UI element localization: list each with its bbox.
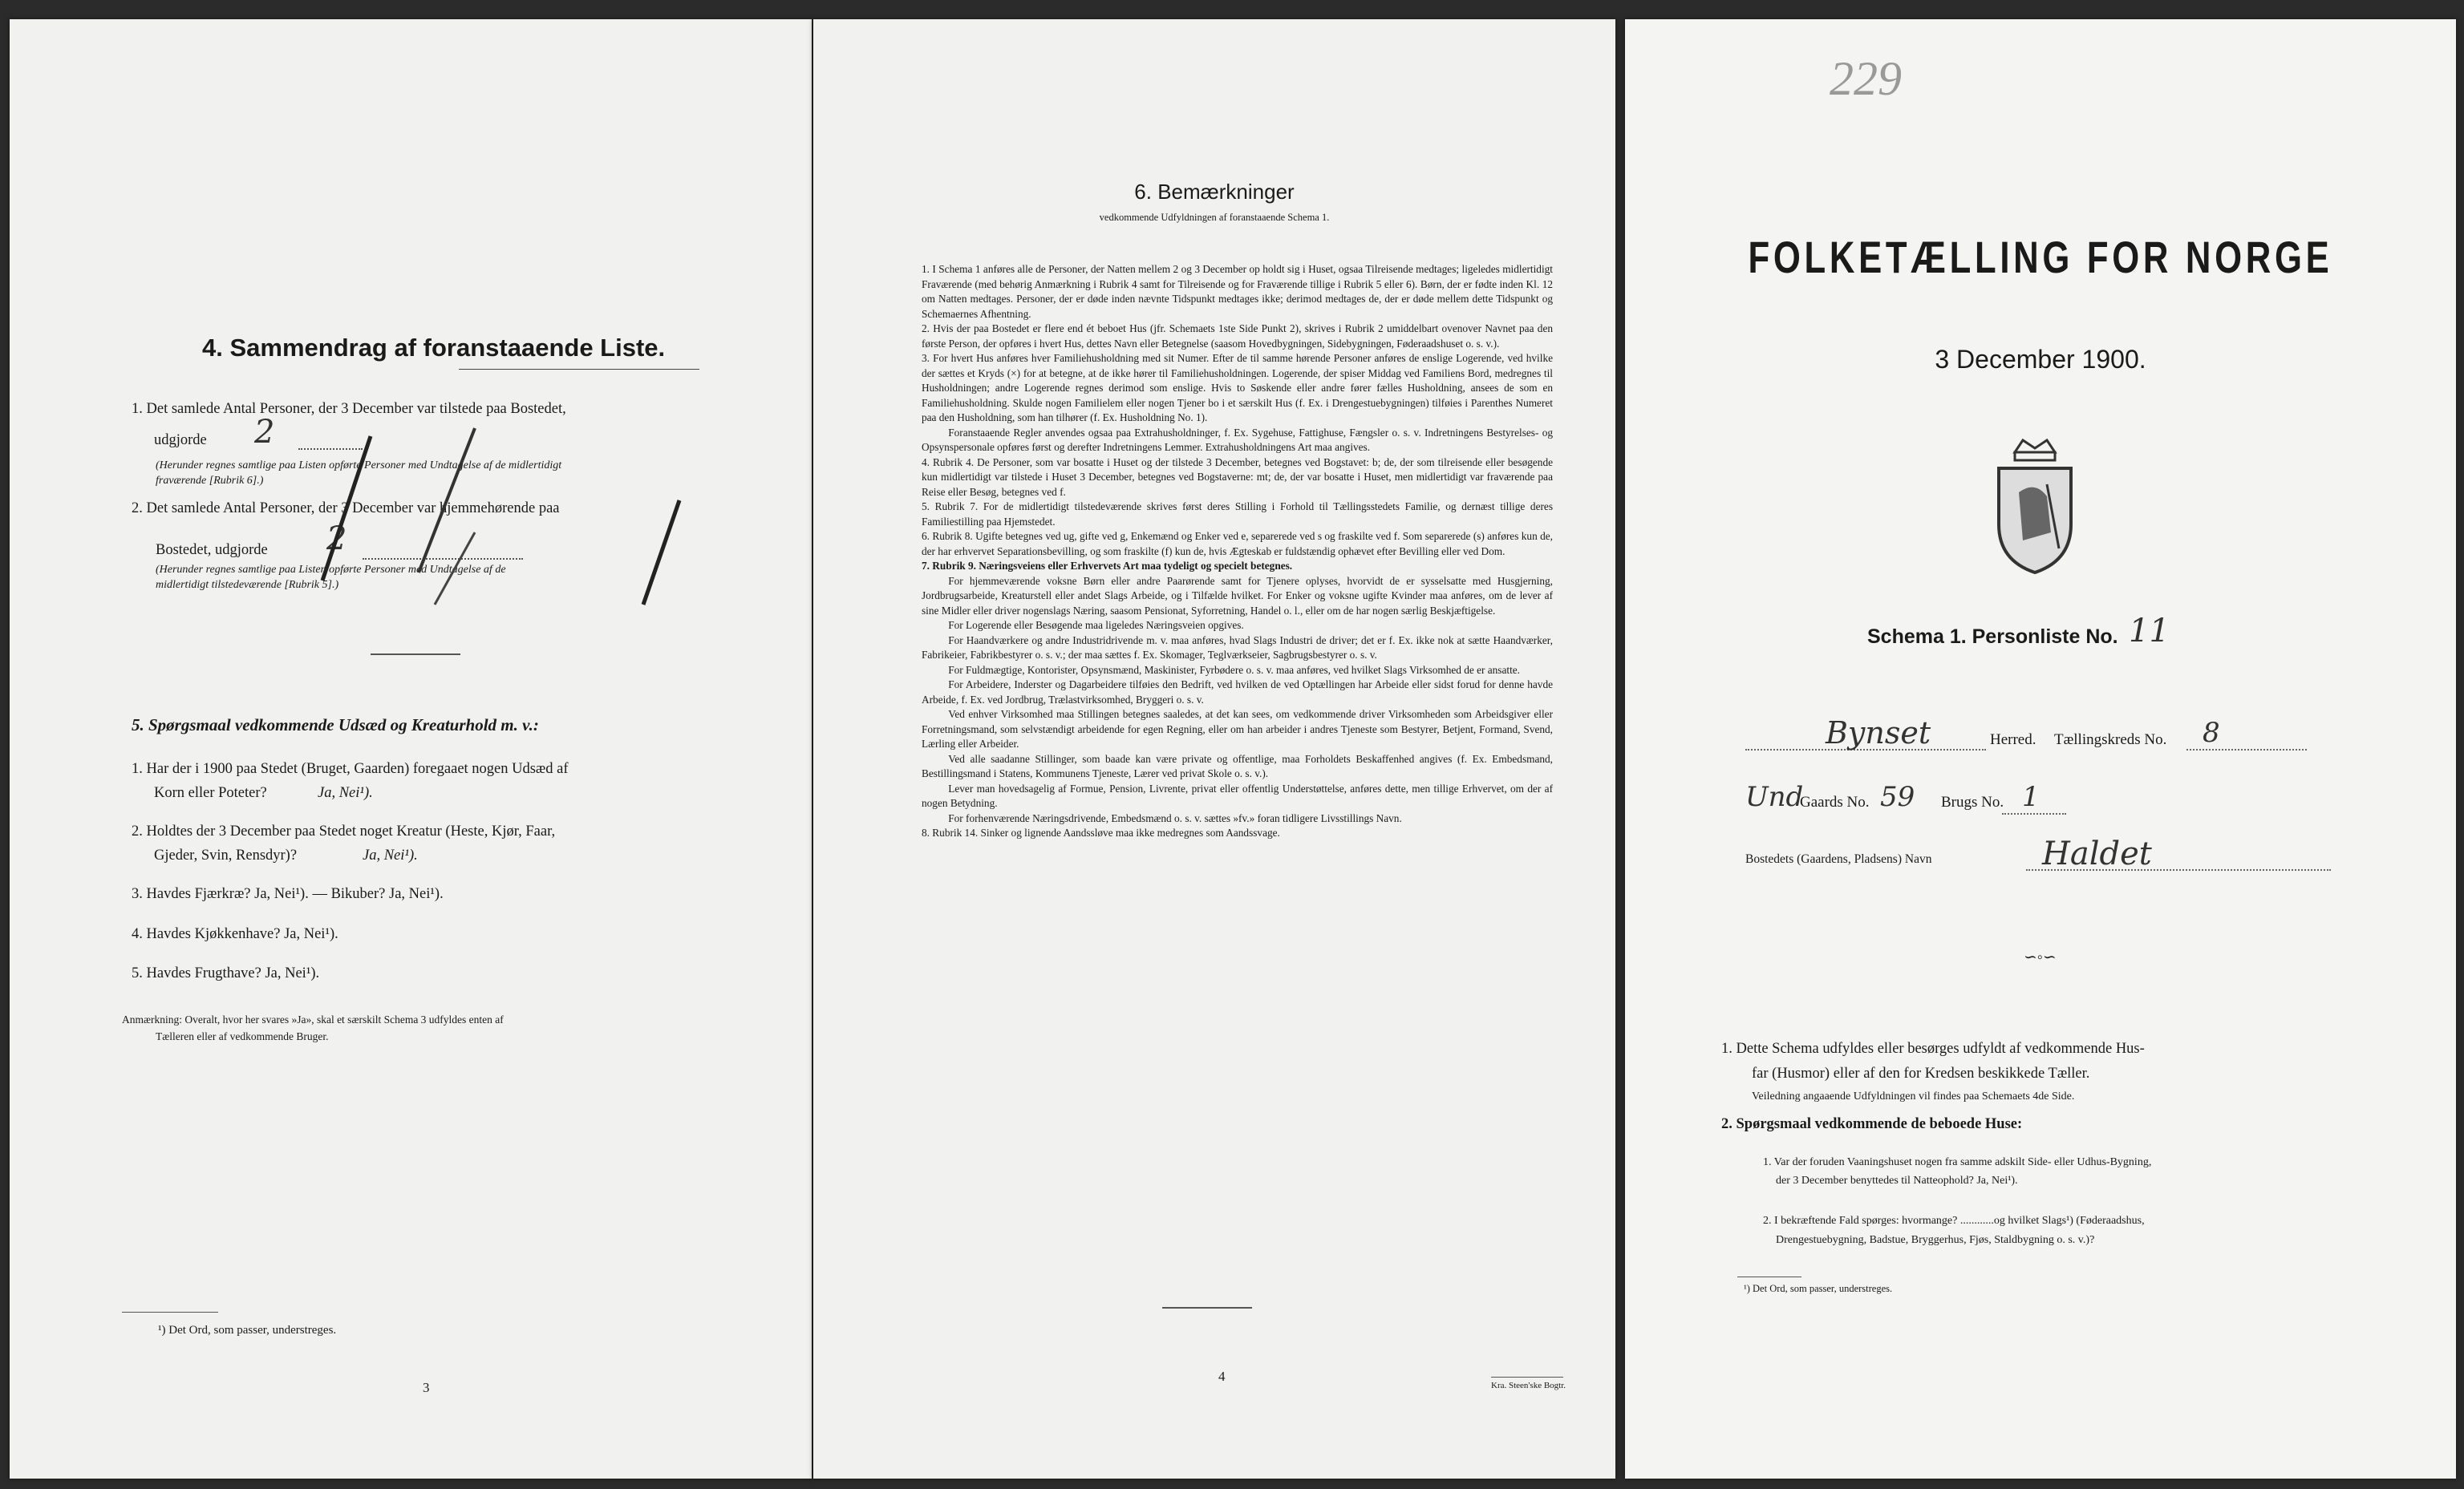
remark-7f: Ved enhver Virksomhed maa Stillingen betegnes saaledes, at det kan sees, om vedkommende driver Virksomheden som Arbeidsgiver eller Forretningsmand, som selvstændigt arbeidende for egen Regning, eller om han arbeider i andres Tjeneste som Bestyrer, Betjent, Formand, Svend, Lærling eller Arbeider.: [922, 708, 1553, 750]
page-left: [10, 19, 812, 1479]
s5-q3: 3. Havdes Fjærkræ? Ja, Nei¹). — Bikuber? Ja, Nei¹).: [132, 886, 444, 902]
page-number: 3: [423, 1380, 430, 1395]
printer-rule: [1491, 1377, 1563, 1378]
s5-q2b: Gjeder, Svin, Rensdyr)?: [154, 848, 298, 864]
instruction-2-2b: Drengestuebygning, Badstue, Bryggerhus, Fjøs, Staldbygning o. s. v.)?: [1776, 1234, 2095, 1246]
remark-3: 3. For hvert Hus anføres hver Familiehusholdning med sit Numer. Efter de til samme hørende Personer anføres de enslige Logerende, ved hvilke der sættes et Kryds (×) for at betegne, at de ikke hører til Familiehusholdningen. Logerende, der spiser Middag ved Familiens Bord, medregnes til Husholdningen; andre Logerende regnes derimod som enslige. Hvis to Søskende eller andre fører fælles Husholdning, ansees de som en Familiehusholdning. Skulde nogen Familielem eller nogen Tjener bo i et særskilt Hus (f. Ex. i Drengestuebygningen) tilføies i Parenthes Numeret paa den Husholdning, som han tilhører (f. Ex. Husholdning No. 1).: [922, 352, 1553, 423]
gaards-label: Gaards No.: [1800, 794, 1870, 811]
instruction-2: 2. Spørgsmaal vedkommende de beboede Huse:: [1721, 1116, 2023, 1132]
s5-q1c: Ja, Nei¹).: [318, 785, 373, 801]
footnote-rule: [122, 1312, 218, 1313]
census-date: 3 December 1900.: [1935, 345, 2146, 374]
title-underline: [459, 369, 699, 370]
q2-note2: midlertidigt tilstedeværende [Rubrik 5].): [156, 579, 339, 591]
remark-7d: For Fuldmægtige, Kontorister, Opsynsmænd, Maskinister, Fyrbødere o. s. v. maa anføres, ved hvilket Slags Virksomhed de er ansatte.: [948, 663, 1520, 676]
remark-7i: For forhenværende Næringsdrivende, Embedsmænd o. s. v. sættes »fv.» foran tidligere Livsstillings Navn.: [948, 811, 1402, 824]
q2-line2: Bostedet, udgjorde: [156, 542, 268, 558]
bosted-label: Bostedets (Gaardens, Pladsens) Navn: [1745, 852, 1932, 866]
q2-handwritten: 2: [326, 520, 347, 557]
remark-5: 5. Rubrik 7. For de midlertidigt tilstedeværende skrives først deres Stilling i Forhold til Tællingsstedets Familie, og dernæst tillige deres Familiestilling paa Hjemstedet.: [922, 500, 1553, 528]
coat-of-arms-icon: [1991, 436, 2079, 577]
krets-number-handwritten: 8: [2203, 717, 2220, 749]
remark-7b: For Logerende eller Besøgende maa ligeledes Næringsveien opgives.: [948, 619, 1244, 631]
s5-q2a: 2. Holdtes der 3 December paa Stedet noget Kreatur (Heste, Kjør, Faar,: [132, 823, 556, 840]
remarks-subtitle: vedkommende Udfyldningen af foranstaaende Schema 1.: [1099, 212, 1330, 223]
divider: [1162, 1307, 1252, 1309]
handwritten-strokes: [314, 412, 732, 621]
q1-handwritten: 2: [254, 414, 275, 451]
q1-line2: udgjorde: [154, 432, 207, 448]
remarks-body: [922, 262, 1553, 841]
brugs-dots: [2002, 813, 2066, 815]
gaards-number-handwritten: 59: [1880, 781, 1915, 813]
census-title: FOLKETÆLLING FOR NORGE: [1748, 232, 2333, 282]
remarks-title: 6. Bemærkninger: [1134, 180, 1295, 204]
s5-q1a: 1. Har der i 1900 paa Stedet (Bruget, Gaarden) foregaaet nogen Udsæd af: [132, 761, 569, 777]
instruction-2-1a: 1. Var der foruden Vaaningshuset nogen fra samme adskilt Side- eller Udhus-Bygning,: [1763, 1156, 2152, 1168]
brugs-number-handwritten: 1: [2022, 781, 2040, 813]
divider: [371, 653, 460, 655]
remark-7c: For Haandværkere og andre Industridrivende m. v. maa anføres, hvad Slags Industri de driver; det er f. Ex. ikke nok at sætte Haandværker, Fabrikeier, Fabrikbestyrer o. s. v.; der maa sættes f. Ex. Skomager, Teglværkseier, Sagbrugsbestyrer o. s. v.: [922, 633, 1553, 661]
remark-8: 8. Rubrik 14. Sinker og lignende Aandssløve maa ikke medregnes som Aandssvage.: [922, 827, 1280, 839]
remark-7a: For hjemmeværende voksne Børn eller andre Paarørende samt for Tjenere oplyses, hvorvidt de er sysselsatte med Husgjerning, Jordbrugsarbeide, Kreaturstell eller andet Slags Arbeide, og i Tilfælde hvilket. For Enker og voksne ugifte Kvinder maa anføres, om de lever af sine Midler eller driver nogenslags Næring, saasom Pensionat, Syforretning, Handel o. l., eller om de har nogen særlig Beskjæftigelse.: [922, 574, 1553, 617]
bosted-handwritten: Haldet: [2042, 836, 2152, 872]
herred-handwritten: Bynset: [1826, 715, 1931, 751]
ornament: ∽◦∽: [2024, 949, 2057, 966]
remark-7e: For Arbeidere, Inderster og Dagarbeidere tilføies den Bedrift, ved hvilken de ved Optællingen har Arbeide eller sidst forud for denne havde Arbeide, f. Ex. ved Jordbrug, Trælastvirksomhed, Bryggeri o. s. v.: [922, 678, 1553, 706]
printer-name: Kra. Steen'ske Bogtr.: [1491, 1381, 1566, 1390]
schema-number-handwritten: 11: [2129, 613, 2170, 649]
page-middle: [813, 19, 1615, 1479]
under-handwritten: Und: [1745, 781, 1804, 813]
anmaerkning-2: Tælleren eller af vedkommende Bruger.: [156, 1030, 329, 1042]
footnote: ¹) Det Ord, som passer, understreges.: [1744, 1283, 1893, 1294]
remark-7h: Lever man hovedsagelig af Formue, Pension, Livrente, privat eller offentlig Understøttelse, anføres dette, men tillige Erhvervet, om der af nogen Betydning.: [922, 782, 1553, 809]
brugs-label: Brugs No.: [1941, 794, 2004, 811]
section4-title: 4. Sammendrag af foranstaaende Liste.: [202, 334, 666, 362]
q2-note1: (Herunder regnes samtlige paa Listen opførte Personer med Undtagelse af de: [156, 564, 506, 576]
pencil-number: 229: [1830, 52, 1902, 105]
krets-dots: [2186, 749, 2307, 751]
krets-label: Tællingskreds No.: [2054, 731, 2167, 748]
herred-label: Herred.: [1990, 731, 2036, 748]
instruction-2-2a: 2. I bekræftende Fald spørges: hvormange? ............og hvilket Slags¹) (Føderaadshus,: [1763, 1215, 2145, 1227]
schema-label: Schema 1. Personliste No.: [1867, 625, 2118, 648]
s5-q4: 4. Havdes Kjøkkenhave? Ja, Nei¹).: [132, 926, 338, 942]
remark-6: 6. Rubrik 8. Ugifte betegnes ved ug, gifte ved g, Enkemænd og Enker ved e, separerede ved s og fraskilte ved f. Som separerede (s) anføres kun de, der har erhvervet Separationsbevilling, og som fraskilte (f) kun de, hvis Ægteskab er fuldstændig ophævet efter Bevilling eller ved Dom.: [922, 530, 1553, 557]
remark-1: 1. I Schema 1 anføres alle de Personer, der Natten mellem 2 og 3 December op holdt sig i Huset, ogsaa Tilreisende medtages; ligeledes midlertidigt Fraværende (med behørig Anmærkning i Rubrik 4 samt for Tilreisende og for Fraværende tillige i Rubrik 5 eller 6). Børn, der er fødte inden Kl. 12 om Natten medtages. Personer, der er døde inden nævnte Tidspunkt medtages ikke; derimod medtages de, der er døde mellem dette Tidspunkt og Schemaernes Afhentning.: [922, 263, 1553, 320]
footnote: ¹) Det Ord, som passer, understreges.: [158, 1324, 337, 1337]
q1-note2: fraværende [Rubrik 6].): [156, 475, 264, 487]
page-right: [1625, 19, 2456, 1479]
s5-q1b: Korn eller Poteter?: [154, 785, 267, 801]
q2-line1: 2. Det samlede Antal Personer, der 3 December var hjemmehørende paa: [132, 500, 560, 516]
section5-title: 5. Spørgsmaal vedkommende Udsæd og Kreaturhold m. v.:: [132, 715, 539, 734]
remark-2: 2. Hvis der paa Bostedet er flere end ét beboet Hus (jfr. Schemaets 1ste Side Punkt 2), skrives i Rubrik 2 umiddelbart ovenover Navnet paa den første Person, der opføres i hvert Hus, dettes Navn eller Betegnelse (saasom Hovedbygningen, Sidebygningen, Føderaadshuset o. s. v.).: [922, 322, 1553, 350]
page-number: 4: [1218, 1369, 1226, 1384]
q1-note1: (Herunder regnes samtlige paa Listen opførte Personer med Undtagelse af de midlertidigt: [156, 459, 562, 471]
instruction-1c: Veiledning angaaende Udfyldningen vil findes paa Schemaets 4de Side.: [1752, 1090, 2075, 1103]
instruction-1a: 1. Dette Schema udfyldes eller besørges udfyldt af vedkommende Hus-: [1721, 1041, 2145, 1057]
s5-q2c: Ja, Nei¹).: [363, 848, 418, 864]
anmaerkning-1: Anmærkning: Overalt, hvor her svares »Ja», skal et særskilt Schema 3 udfyldes enten af: [122, 1014, 504, 1026]
bosted-dots: [2026, 869, 2331, 871]
instruction-2-1b: der 3 December benyttedes til Natteophold? Ja, Nei¹).: [1776, 1175, 2018, 1187]
remark-3b: Foranstaaende Regler anvendes ogsaa paa Extrahusholdninger, f. Ex. Sygehuse, Fattighuse, Fængsler o. s. v. Indretningens Bestyrelses- og Opsynspersonale opføres først og derefter Indretningens Lemmer. Extrahusholdningens Art maa angives.: [922, 426, 1553, 453]
q1-line1: 1. Det samlede Antal Personer, der 3 December var tilstede paa Bostedet,: [132, 401, 566, 417]
remark-4: 4. Rubrik 4. De Personer, som var bosatte i Huset og der tilstede 3 December, betegnes ved Bogstavet: b; de, der som tilreisende eller besøgende kun midlertidigt var tilstede i Huset 3 December, betegnes ved Bogstaverne: mt; de, der var bosatte i Huset, men midlertidigt var fraværende paa Reise eller Besøg, betegnes ved f.: [922, 455, 1553, 498]
s5-q5: 5. Havdes Frugthave? Ja, Nei¹).: [132, 965, 320, 981]
instruction-1b: far (Husmor) eller af den for Kredsen beskikkede Tæller.: [1752, 1066, 2090, 1082]
remark-7: 7. Rubrik 9. Næringsveiens eller Erhvervets Art maa tydeligt og specielt betegnes.: [922, 560, 1293, 572]
remark-7g: Ved alle saadanne Stillinger, som baade kan være private og offentlige, maa Forholdets Beskaffenhed angives (f. Ex. Embedsmand, Bestillingsmand i Statens, Kommunens Tjeneste, Lærer ved privat Skole o. s. v.).: [922, 752, 1553, 779]
